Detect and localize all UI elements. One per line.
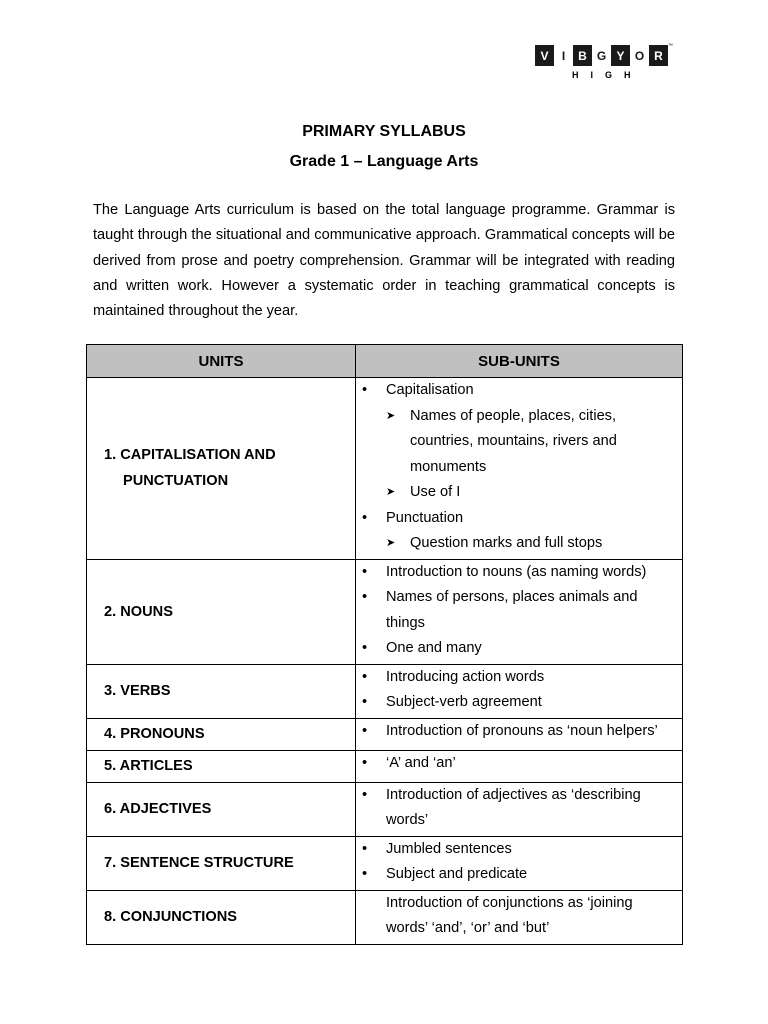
sub-unit-text: Names of persons, places animals and things: [386, 589, 638, 631]
table-body: [87, 378, 683, 945]
bullet-item: [362, 665, 678, 691]
logo-letter: Y: [611, 45, 630, 66]
unit-label: 8. CONJUNCTIONS: [104, 909, 237, 925]
unit-cell: [87, 378, 356, 560]
unit-cell: [87, 718, 356, 750]
sub-units-list: [356, 378, 682, 559]
sub-units-cell: [356, 890, 683, 944]
table-row: [87, 718, 683, 750]
table-row: [87, 559, 683, 664]
bullet-icon: •: [362, 866, 368, 882]
bullet-icon: •: [362, 840, 368, 857]
logo-trademark: ™: [668, 43, 673, 49]
unit-label: 5. ARTICLES: [104, 758, 193, 774]
logo-letter: G: [592, 45, 611, 66]
sub-unit-text: Use of I: [410, 484, 461, 500]
bullet-icon: •: [362, 694, 368, 710]
table-header-row: [87, 345, 683, 378]
arrow-item: [362, 480, 678, 506]
bullet-icon: •: [362, 589, 368, 605]
syllabus-table: [86, 344, 683, 945]
bullet-item: [362, 783, 678, 834]
bullet-item: [362, 506, 678, 532]
arrowhead-icon: ➤: [386, 409, 396, 422]
unit-label: 4. PRONOUNS: [104, 726, 205, 742]
unit-label: 7. SENTENCE STRUCTURE: [104, 855, 294, 871]
bullet-item: [362, 378, 678, 404]
unit-label: 1. CAPITALISATION AND: [104, 447, 276, 464]
arrowhead-icon: ➤: [386, 537, 396, 549]
sub-units-cell: [356, 782, 683, 836]
page-subtitle: Grade 1 – Language Arts: [289, 153, 479, 170]
sub-unit-text: Subject and predicate: [386, 866, 528, 882]
sub-unit-text: Names of people, places, cities, countries, mountains, rivers and monuments: [410, 407, 617, 475]
logo-letters: [535, 43, 673, 66]
sub-unit-text: Punctuation: [386, 509, 464, 526]
sub-unit-text: Introducing action words: [386, 668, 545, 685]
bullet-icon: •: [362, 563, 368, 580]
bullet-item: [362, 585, 678, 636]
sub-units-cell: [356, 664, 683, 718]
bullet-item: [362, 690, 678, 716]
sub-units-header: SUB-UNITS: [356, 345, 683, 378]
sub-unit-text: Introduction to nouns (as naming words): [386, 563, 647, 580]
arrowhead-icon: ➤: [386, 486, 396, 498]
bullet-item: [362, 719, 678, 745]
unit-cell: [87, 836, 356, 890]
table-row: [87, 890, 683, 944]
logo-subtitle: HIGH: [572, 70, 643, 80]
sub-units-cell: [356, 718, 683, 750]
table-row: [87, 378, 683, 560]
bullet-item: [362, 560, 678, 586]
sub-unit-text: ‘A’ and ‘an’: [386, 754, 456, 771]
bullet-item: [362, 636, 678, 662]
table-row: [87, 664, 683, 718]
unit-cell: [87, 750, 356, 782]
bullet-icon: •: [362, 754, 368, 771]
sub-units-cell: [356, 378, 683, 560]
page-title: PRIMARY SYLLABUS: [302, 123, 466, 140]
unit-cell: [87, 664, 356, 718]
table-row: [87, 836, 683, 890]
sub-units-cell: [356, 836, 683, 890]
bullet-icon: •: [362, 786, 368, 803]
sub-unit-text: Jumbled sentences: [386, 840, 512, 857]
unit-label-continued: PUNCTUATION: [123, 473, 229, 490]
unit-label: 3. VERBS: [104, 683, 171, 699]
table-row: [87, 750, 683, 782]
bullet-icon: •: [362, 640, 368, 656]
unit-label: 2. NOUNS: [104, 603, 173, 620]
bullet-item: [362, 751, 678, 777]
sub-unit-text: Subject-verb agreement: [386, 694, 542, 710]
logo-letter: I: [554, 45, 573, 66]
logo-letter: V: [535, 45, 554, 66]
logo-letter: R: [649, 45, 668, 66]
unit-cell: [87, 559, 356, 664]
arrow-item: [362, 531, 678, 557]
sub-units-list: [356, 891, 682, 944]
sub-units-list: [356, 719, 682, 747]
sub-unit-text: One and many: [386, 640, 482, 656]
intro-paragraph: The Language Arts curriculum is based on the total language programme. Grammar is taught through the situational and communicative approach. Grammatical concepts will be derived from prose and poetry comprehension. Grammar will be integrated with reading and written work. However a systematic order in teaching grammatical concepts is maintained throughout the year.: [93, 202, 675, 320]
logo-letter: O: [630, 45, 649, 66]
bullet-icon: •: [362, 382, 368, 398]
sub-unit-text: Capitalisation: [386, 382, 474, 398]
sub-units-list: [356, 783, 682, 836]
plain-item: [362, 891, 678, 942]
unit-cell: [87, 782, 356, 836]
sub-units-list: [356, 751, 682, 779]
sub-units-cell: [356, 750, 683, 782]
sub-units-list: [356, 665, 682, 718]
arrow-item: [362, 404, 678, 481]
sub-units-list: [356, 837, 682, 890]
units-header: UNITS: [87, 345, 356, 378]
sub-unit-text: Introduction of pronouns as ‘noun helpers’: [386, 722, 658, 739]
bullet-icon: •: [362, 722, 368, 739]
unit-cell: [87, 890, 356, 944]
bullet-icon: •: [362, 668, 368, 685]
bullet-item: [362, 862, 678, 888]
unit-label: 6. ADJECTIVES: [104, 801, 212, 817]
sub-unit-text: Introduction of conjunctions as ‘joining words’ ‘and’, ‘or’ and ‘but’: [386, 894, 633, 936]
bullet-icon: •: [362, 509, 368, 526]
logo-letter: B: [573, 45, 592, 66]
vibgyor-high-logo: [535, 43, 673, 80]
sub-unit-text: Question marks and full stops: [410, 535, 603, 551]
bullet-item: [362, 837, 678, 863]
sub-units-list: [356, 560, 682, 664]
table-row: [87, 782, 683, 836]
sub-units-cell: [356, 559, 683, 664]
sub-unit-text: Introduction of adjectives as ‘describing words’: [386, 786, 641, 828]
